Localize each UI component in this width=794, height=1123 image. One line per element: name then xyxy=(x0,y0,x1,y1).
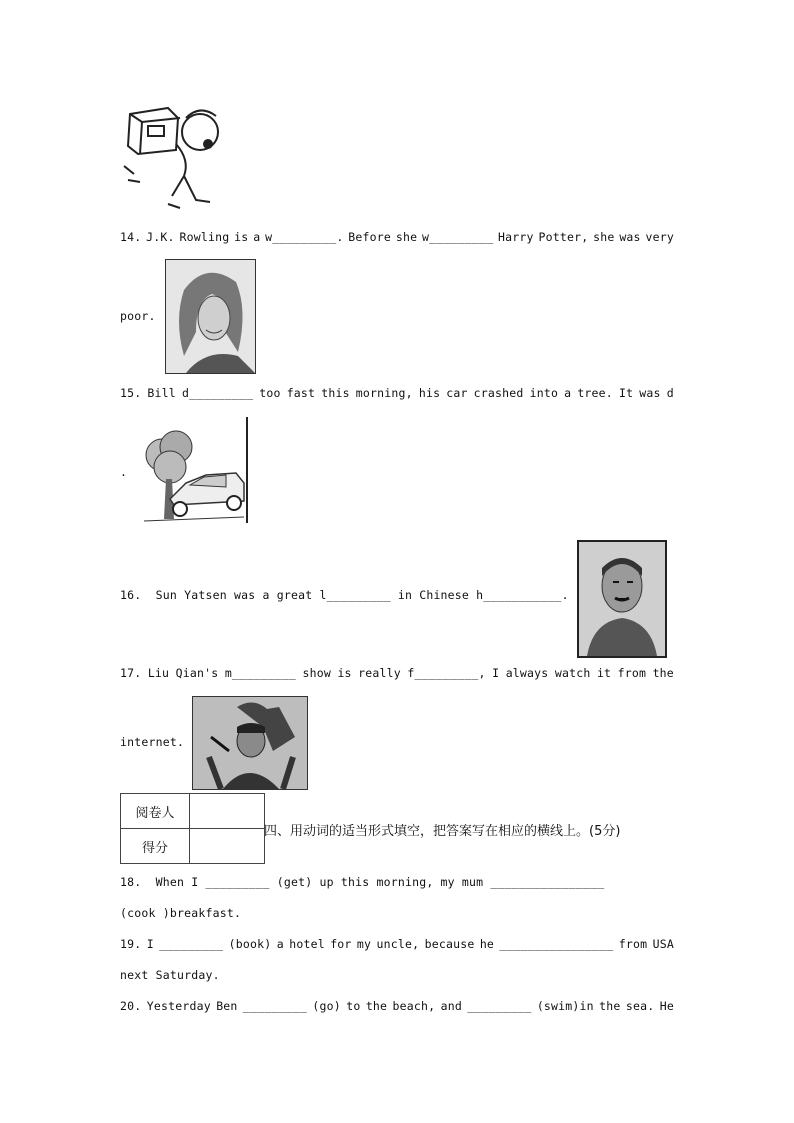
question-17-line-1: 17. Liu Qian's m_________ show is really f_________, I always watch it from the xyxy=(120,666,674,680)
car-crash-picture xyxy=(140,417,250,525)
sun-yatsen-portrait xyxy=(577,540,667,658)
question-20-line-1: 20. Yesterday Ben _________ (go) to the beach, and _________ (swim)in the sea. He xyxy=(120,999,674,1013)
question-18-line-2: (cook )breakfast. xyxy=(120,906,242,920)
rowling-portrait xyxy=(165,259,256,374)
question-14-line-1: 14. J.K. Rowling is a w_________. Before she w_________ Harry Potter, she was very xyxy=(120,230,674,244)
score-box xyxy=(120,793,265,864)
reviewer-label: 阅卷人 xyxy=(121,794,190,829)
question-15-line-1: 15. Bill d_________ too fast this morning, his car crashed into a tree. It was d xyxy=(120,386,674,400)
magician-picture xyxy=(192,696,308,790)
question-14-line-2: poor. xyxy=(120,309,156,323)
question-19-line-2: next Saturday. xyxy=(120,968,220,982)
question-16-line-1: 16. Sun Yatsen was a great l_________ in Chinese h___________. xyxy=(120,588,569,602)
reviewer-field[interactable] xyxy=(190,794,265,829)
score-field[interactable] xyxy=(190,829,265,864)
boy-carrying-box-picture xyxy=(120,104,230,212)
score-label: 得分 xyxy=(121,829,190,864)
question-18-line-1: 18. When I _________ (get) up this morning, my mum ________________ xyxy=(120,875,605,889)
question-19-line-1: 19. I _________ (book) a hotel for my uncle, because he ________________ from USA xyxy=(120,937,674,951)
question-17-line-2: internet. xyxy=(120,735,185,749)
section-heading: 四、用动词的适当形式填空，把答案写在相应的横线上。(5分) xyxy=(264,824,621,839)
question-15-line-2: . xyxy=(120,465,128,479)
